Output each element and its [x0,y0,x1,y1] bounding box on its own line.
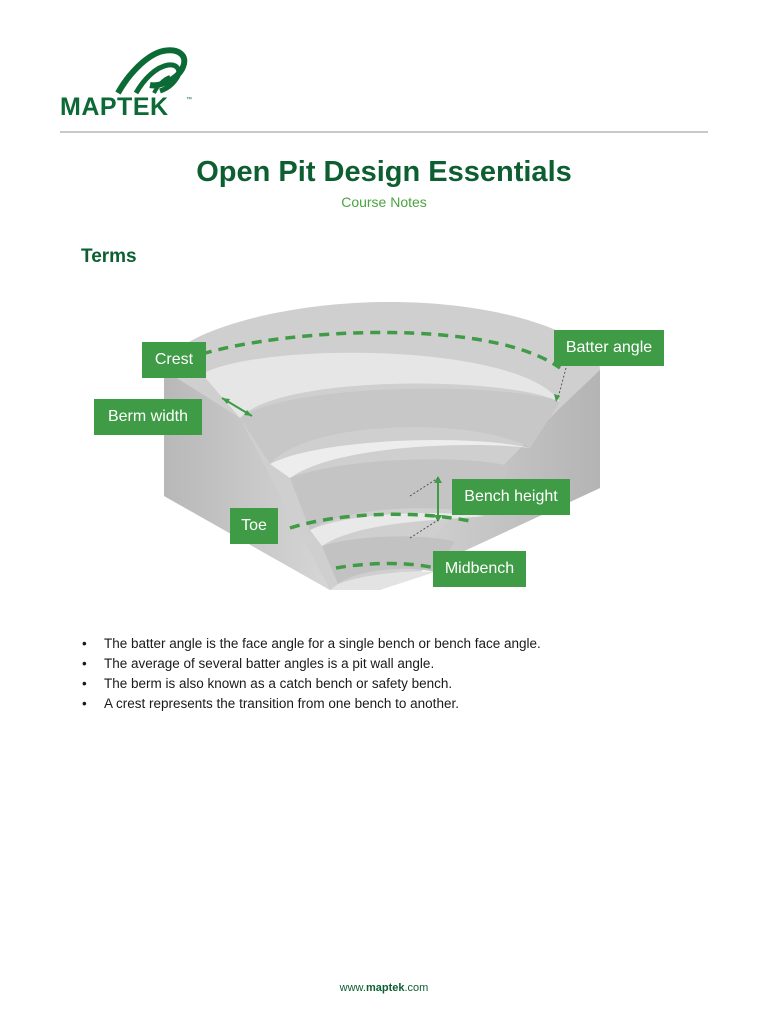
list-item [80,654,700,674]
open-pit-diagram [90,298,680,598]
label-bench-height: Bench height [452,479,570,515]
bullet-text: A crest represents the transition from one bench to another. [104,696,459,711]
footer-prefix: www. [339,982,366,994]
maptek-swoosh-icon [58,45,198,95]
section-heading-terms: Terms [81,246,137,267]
label-batter-angle: Batter angle [554,330,664,366]
label-crest: Crest [142,342,206,378]
footer-brand: maptek [365,982,405,994]
label-midbench: Midbench [433,551,526,587]
page-subtitle: Course Notes [341,194,427,210]
footer-suffix: .com [404,982,429,994]
page-title: Open Pit Design Essentials [196,156,572,188]
list-item [80,634,700,654]
label-berm-width: Berm width [94,399,202,435]
logo-text: MAPTEK [60,93,169,121]
header-divider [60,131,708,133]
bullet-icon: • [82,696,87,711]
list-item [80,674,700,694]
bullet-text: The batter angle is the face angle for a single bench or bench face angle. [104,636,541,651]
footer-website-link[interactable] [0,982,768,994]
bullet-icon: • [82,656,87,671]
bullet-icon: • [82,676,87,691]
maptek-logo [58,45,198,125]
label-toe: Toe [230,508,278,544]
trademark-symbol: ™ [186,97,192,103]
bullet-icon: • [82,636,87,651]
bullet-text: The average of several batter angles is a pit wall angle. [104,656,435,671]
bullet-text: The berm is also known as a catch bench or safety bench. [104,676,453,691]
list-item [80,694,700,714]
terms-bullet-list [80,634,700,714]
